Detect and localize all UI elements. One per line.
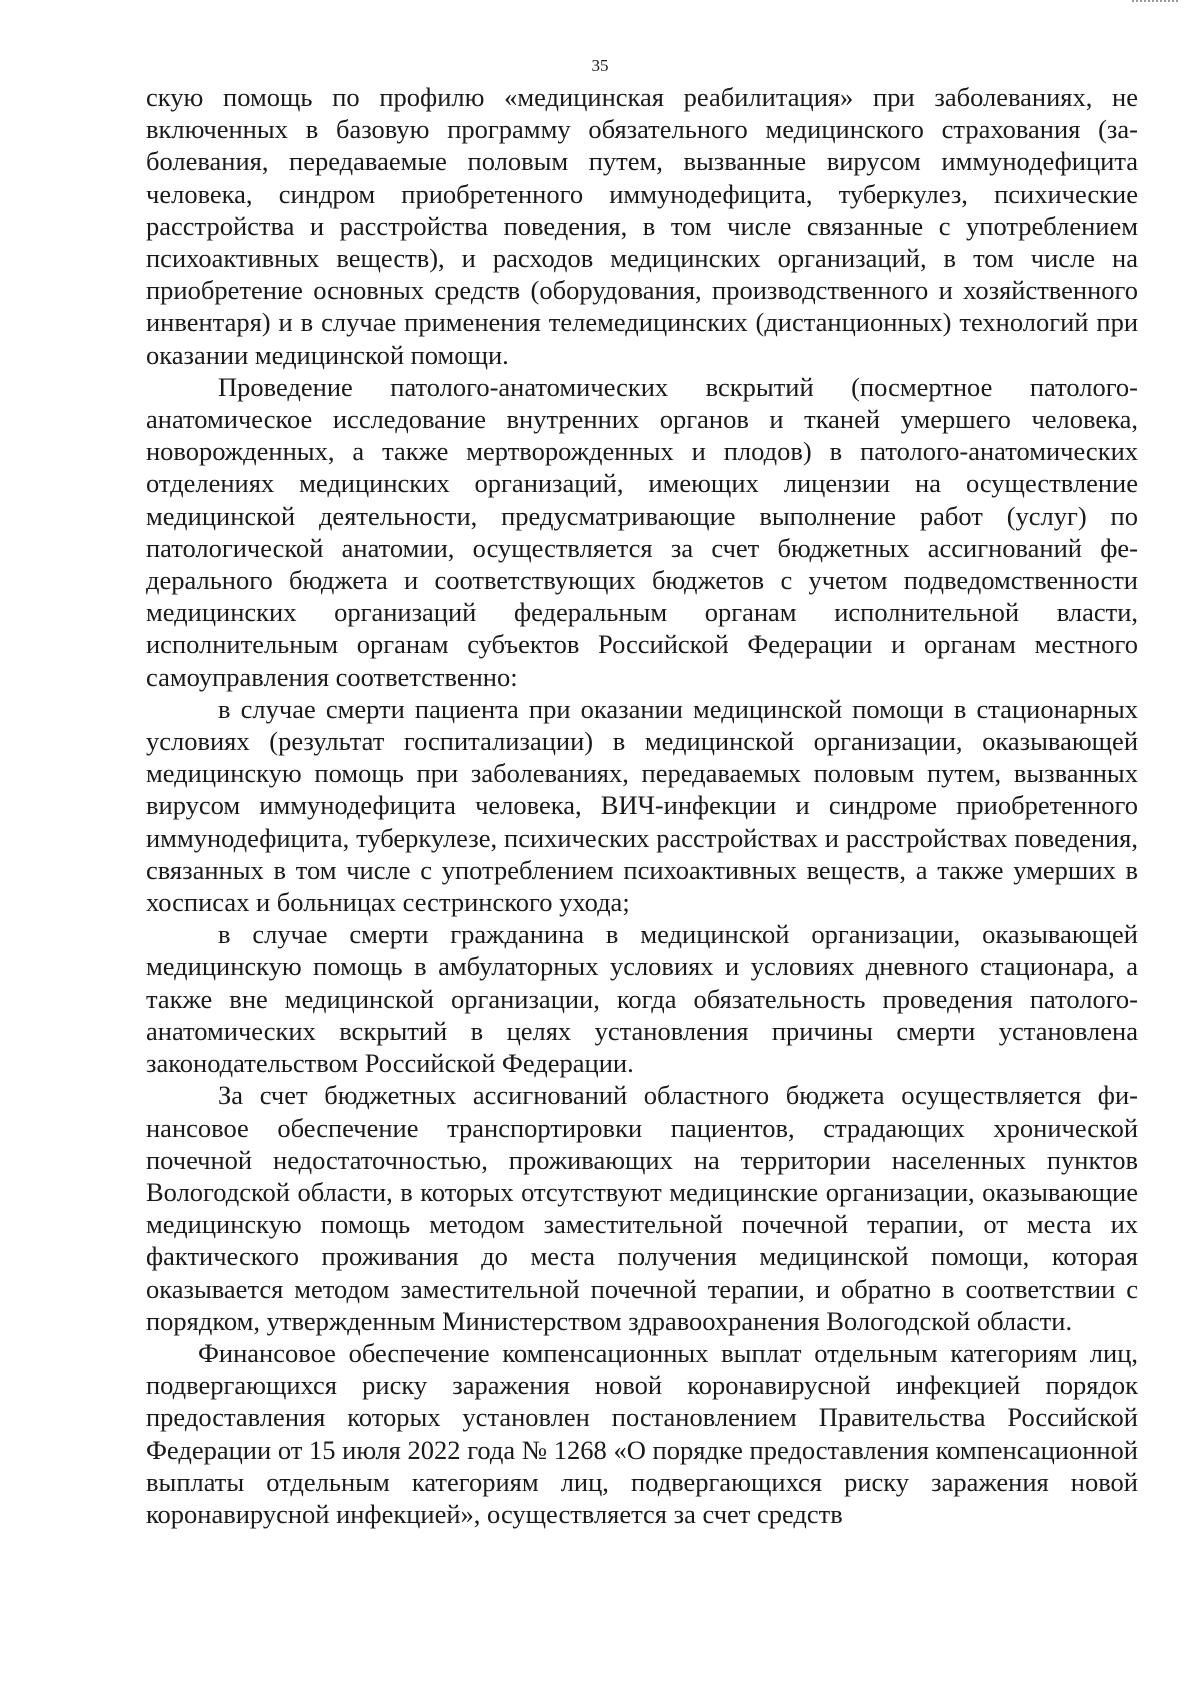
page-number: 35 <box>591 56 609 75</box>
scan-corner-mark <box>1132 0 1178 5</box>
document-body <box>146 81 1138 1530</box>
paragraph-outpatient-death: в случае смерти гражданина в медицинской организации, оказывающей медицинскую помощь в амбулаторных условиях и условиях дневного стационара, а также вне медицинской организации, когда обязательность проведения патолого-анатомических вскрытий в целях установления причины смерти установлена законодательством Российской Федерации. <box>146 919 1138 1079</box>
paragraph-inpatient-death: в случае смерти пациента при оказании медицинской помощи в стационарных условиях (результат госпитализации) в медицинской организации, оказывающей медицинскую помощь при заболеваниях, передаваемых половым путем, вызванных вирусом иммунодефицита человека, ВИЧ-инфекции и синдроме приобретенного иммунодефицита, туберкулезе, психических расстройствах и расстройствах поведения, связанных в том числе с употреблением психоактивных веществ, а также умерших в хосписах и больницах сестринского ухода; <box>146 693 1138 918</box>
paragraph-covid-compensation: Финансовое обеспечение компенсационных выплат отдельным категориям лиц, подвергающихся риску заражения новой коронавирусной инфекцией порядок предоставления которых установлен постановлением Правительства Российской Федерации от 15 июля 2022 года № 1268 «О порядке предоставления компенсационной выплаты отдельным категориям лиц, подвергающихся риску заражения новой коронавирусной инфекцией», осуществляется за счет средств <box>146 1337 1138 1529</box>
paragraph-dialysis-transport: За счет бюджетных ассигнований областного бюджета осуществляется финансовое обеспечение транспортировки пациентов, страдающих хронической почечной недостаточностью, проживающих на территории населенных пунктов Вологодской области, в которых отсутствуют медицинские организации, оказывающие медицинскую помощь методом заместительной почечной терапии, от места их фактического проживания до места получения медицинской помощи, которая оказывается методом заместительной почечной терапии, и обратно в соответствии с порядком, утвержденным Министерством здравоохранения Вологодской области. <box>146 1080 1138 1336</box>
paragraph-autopsy-funding: Проведение патолого-анатомических вскрытий (посмертное патолого-анатомическое исследование внутренних органов и тканей умершего человека, новорожденных, а также мертворожденных и плодов) в патолого-анатомических отделениях медицинских организаций, имеющих лицензии на осуществление медицинской деятельности, предусматривающие выполнение работ (услуг) по патологической анатомии, осуществляется за счет бюджетных ассигнований федерального бюджета и соответствующих бюджетов с учетом подведомственности медицинских организаций федеральным органам исполнительной власти, исполнительным органам субъектов Российской Федерации и органам местного самоуправления соответственно: <box>146 371 1138 692</box>
paragraph-rehabilitation-continuation: скую помощь по профилю «медицинская реабилитация» при заболеваниях, не включенных в базовую программу обязательного медицинского страхования (заболевания, передаваемые половым путем, вызванные вирусом иммунодефицита человека, синдром приобретенного иммунодефицита, туберкулез, психические расстройства и расстройства поведения, в том числе связанные с употреблением психоактивных веществ), и расходов медицинских организаций, в том числе на приобретение основных средств (оборудования, производственного и хозяйственного инвентаря) и в случае применения телемедицинских (дистанционных) технологий при оказании медицинской помощи. <box>146 82 1138 370</box>
